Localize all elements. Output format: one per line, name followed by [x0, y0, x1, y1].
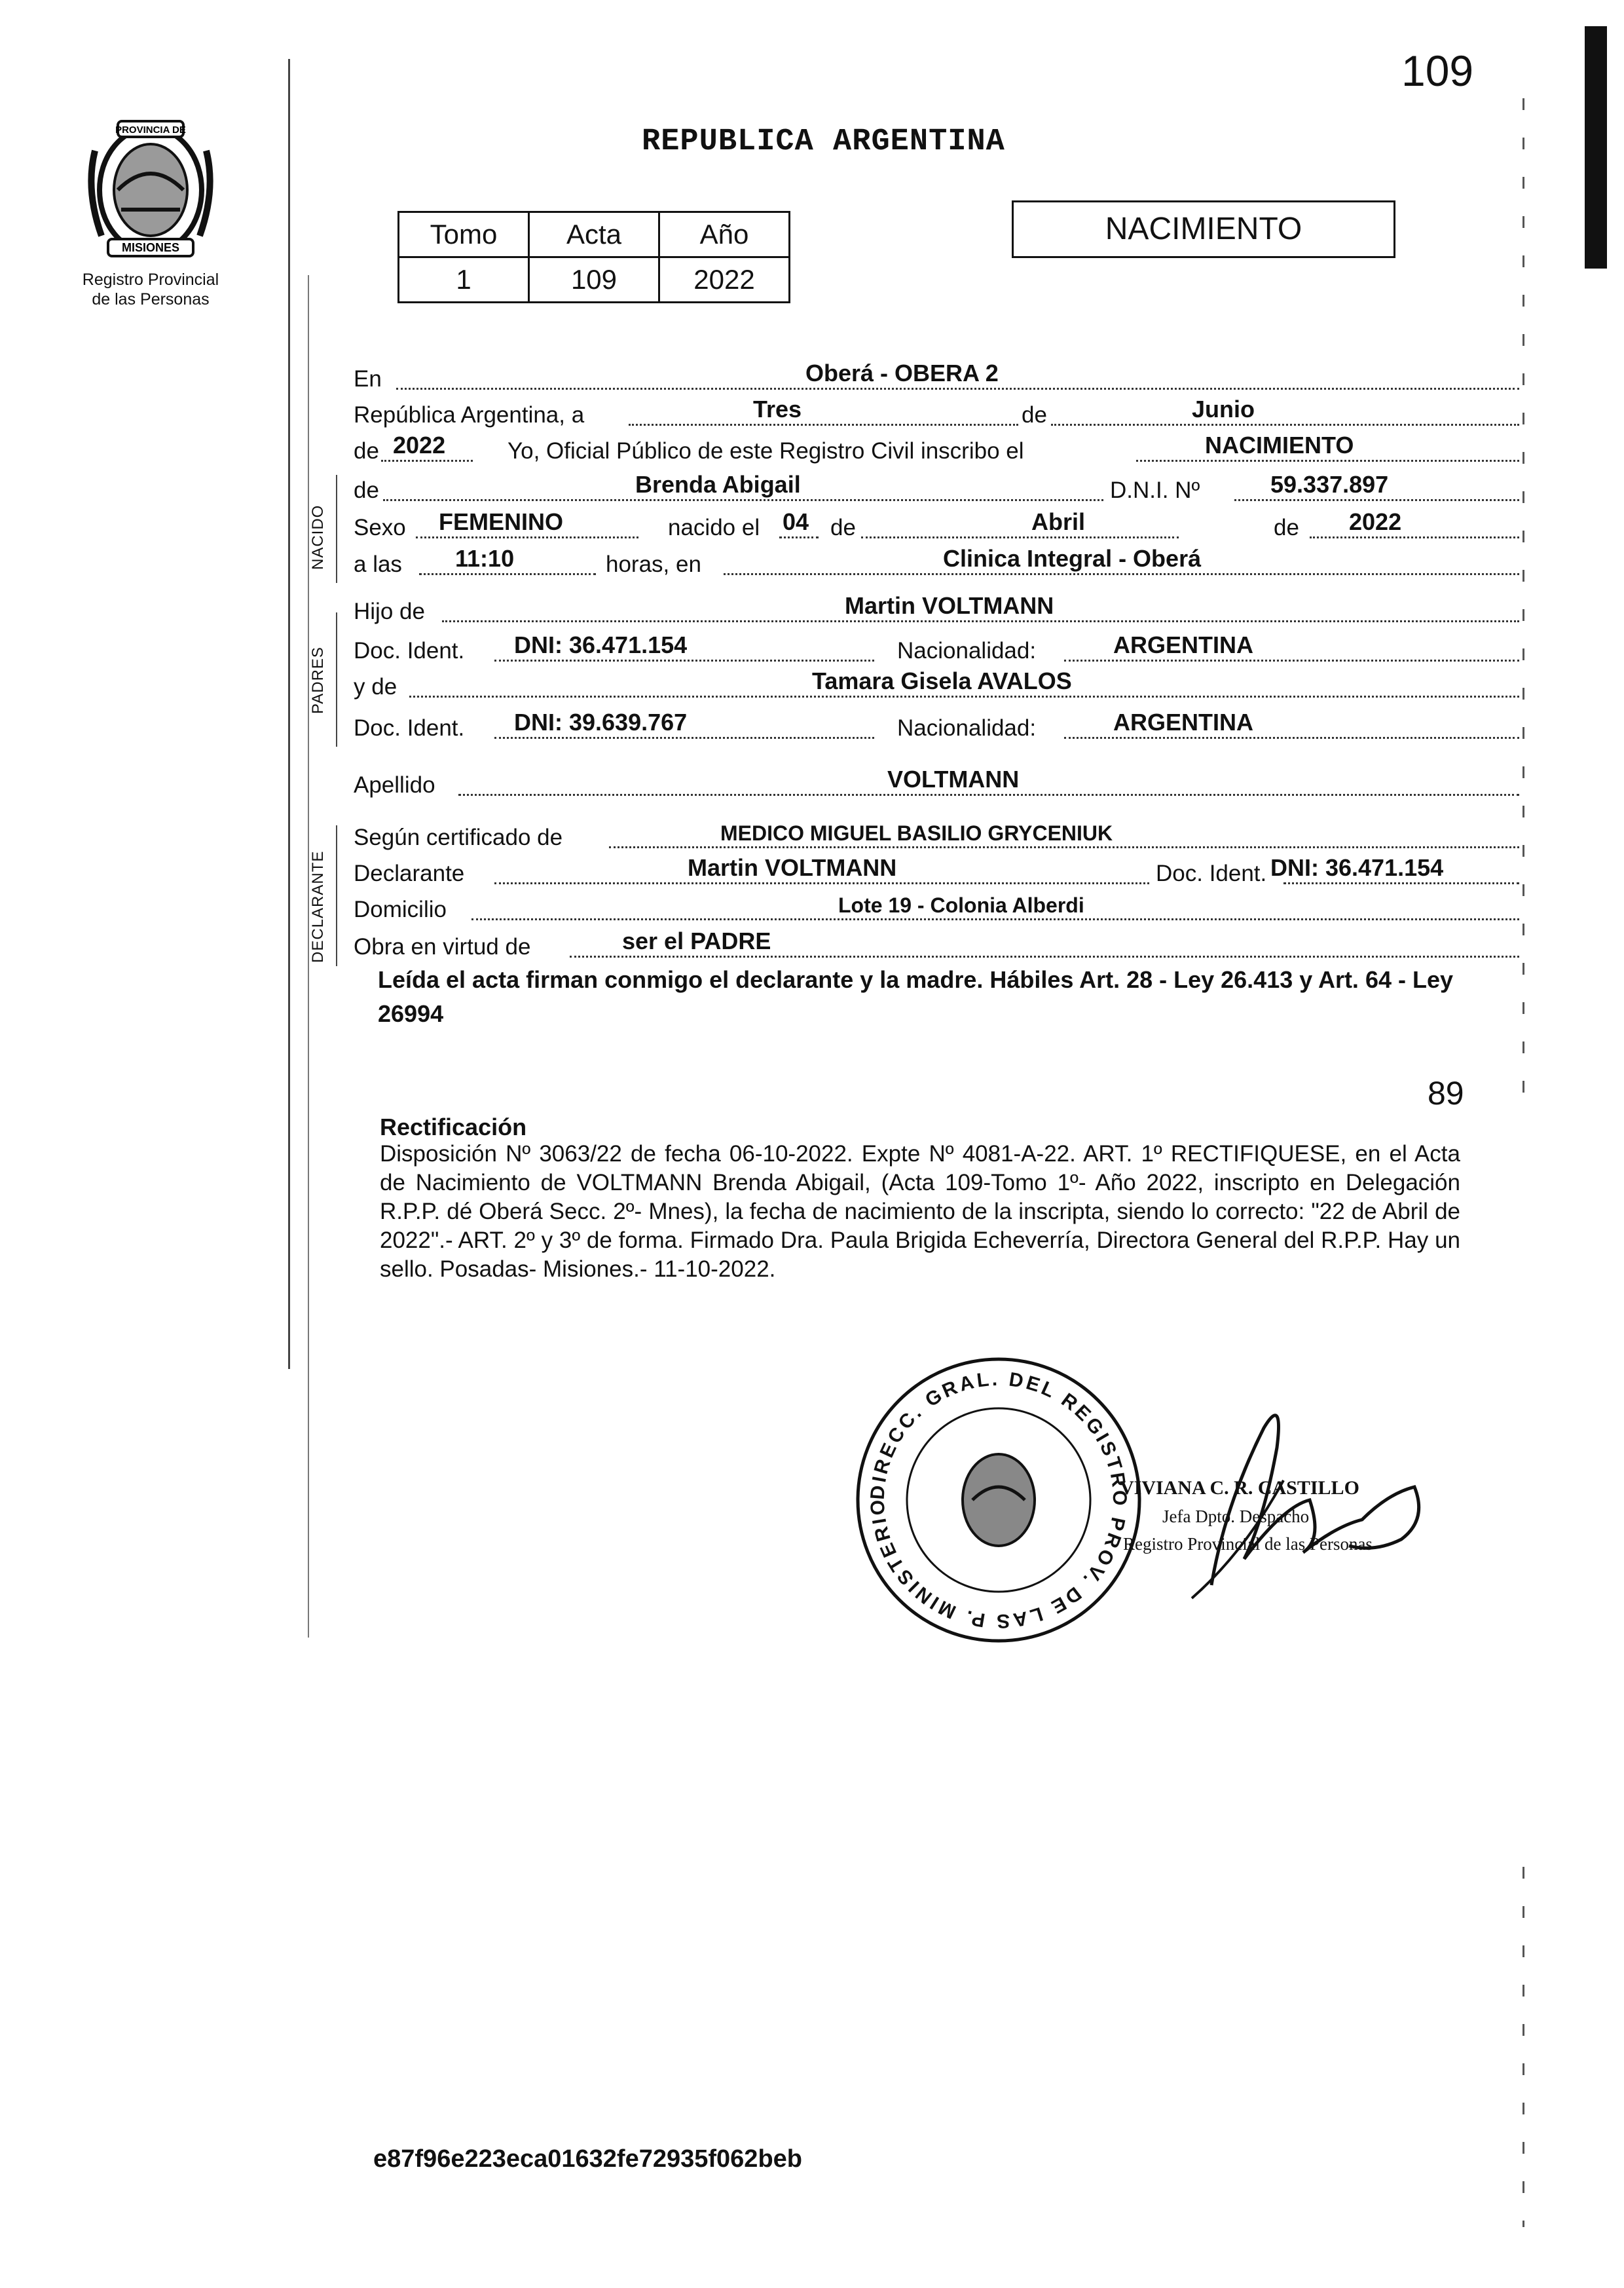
value-declarant: Martin VOLTMANN — [688, 854, 897, 881]
value-dni: 59.337.897 — [1270, 471, 1389, 498]
official-stamp — [845, 1346, 1153, 1654]
label-certificado: Según certificado de — [354, 825, 563, 850]
value-address: Lote 19 - Colonia Alberdi — [838, 893, 1084, 917]
value-father-nationality: ARGENTINA — [1113, 631, 1253, 658]
label-dni: D.N.I. Nº — [1110, 478, 1200, 503]
label-nacido: nacido el — [668, 515, 760, 540]
record-table — [397, 211, 790, 303]
line-birth — [354, 506, 1519, 545]
label-horas: horas, en — [606, 552, 701, 577]
margin-number: 89 — [1428, 1075, 1464, 1112]
label-hijo: Hijo de — [354, 599, 425, 624]
section-label-padres: PADRES — [309, 647, 327, 714]
label-doc-mother: Doc. Ident. — [354, 715, 465, 741]
value-birth-year: 2022 — [1349, 508, 1402, 535]
label-y-de: y de — [354, 674, 397, 700]
signature-name: VIVIANA C. R. CASTILLO — [1120, 1477, 1359, 1499]
right-margin-dashes — [1522, 98, 1524, 1114]
value-mother: Tamara Gisela AVALOS — [812, 667, 1072, 694]
line-declarant — [354, 852, 1519, 891]
nacido-bracket — [336, 475, 337, 583]
page-number: 109 — [1401, 47, 1474, 95]
label-nac-father: Nacionalidad: — [897, 638, 1037, 664]
header-acta: Acta — [529, 212, 659, 257]
line-mother — [354, 665, 1519, 704]
rectification-title: Rectificación — [380, 1114, 527, 1140]
value-time: 11:10 — [455, 545, 515, 572]
line-surname — [354, 763, 1519, 802]
line-address — [354, 888, 1519, 927]
rectification-body: Disposición Nº 3063/22 de fecha 06-10-2022. Expte Nº 4081-A-22. ART. 1º RECTIFIQUESE, en el Acta de Nacimiento de VOLTMANN Brenda Abigail, (Acta 109-Tomo 1º- Año 2022, inscripto en Delegación R.P.P. dé Oberá Secc. 2º- Mnes), la fecha de nacimiento de la inscripta, siendo lo correcto: "22 de Abril de 2022".- ART. 2º y 3º de forma. Firmado Dra. Paula Brigida Echeverría, Directora General del R.P.P. Hay un sello. Posadas- Misiones.- 11-10-2022. — [380, 1141, 1460, 1282]
section-label-declarante: DECLARANTE — [309, 850, 327, 963]
padres-bracket — [336, 612, 337, 747]
province-seal-logo — [72, 111, 229, 282]
signature-role: Jefa Dpto. Despacho — [1162, 1507, 1310, 1526]
label-obra: Obra en virtud de — [354, 934, 531, 960]
label-declarante: Declarante — [354, 861, 465, 886]
label-de3: de — [354, 478, 379, 503]
label-doc-declarant: Doc. Ident. — [1156, 861, 1267, 886]
label-nac-mother: Nacionalidad: — [897, 715, 1037, 741]
label-apellido: Apellido — [354, 772, 435, 798]
declarante-bracket — [336, 825, 337, 966]
label-yo: Yo, Oficial Público de este Registro Civil inscribo el — [507, 438, 1024, 464]
line-name — [354, 468, 1519, 508]
closing-note: Leída el acta firman conmigo el declarante y la madre. Hábiles Art. 28 - Ley 26.413 y Art. 64 - Ley 26994 — [378, 966, 1454, 1027]
value-name: Brenda Abigail — [635, 471, 801, 498]
value-mother-doc: DNI: 39.639.767 — [514, 709, 688, 736]
value-anio: 2022 — [659, 257, 790, 303]
value-certificate: MEDICO MIGUEL BASILIO GRYCENIUK — [720, 821, 1113, 845]
registry-name: Registro Provincial de las Personas — [82, 271, 219, 309]
record-type-box: NACIMIENTO — [1012, 200, 1395, 258]
section-label-nacido: NACIDO — [309, 504, 327, 570]
value-place-registry: Oberá - OBERA 2 — [805, 360, 999, 386]
value-mother-nationality: ARGENTINA — [1113, 709, 1253, 736]
document-hash: e87f96e223eca01632fe72935f062beb — [373, 2145, 802, 2173]
value-birth-month: Abril — [1031, 508, 1086, 535]
scan-edge-bar — [1585, 26, 1607, 269]
value-surname: VOLTMANN — [887, 766, 1020, 793]
label-de5: de — [1274, 515, 1299, 540]
value-birth-place: Clinica Integral - Oberá — [943, 545, 1202, 572]
left-margin-line — [288, 59, 290, 1369]
line-father-doc — [354, 629, 1519, 668]
value-sexo: FEMENINO — [439, 508, 564, 535]
label-a-las: a las — [354, 552, 402, 577]
svg-text:DIRECC. GRAL. DEL REGISTRO PRO: DIRECC. GRAL. DEL REGISTRO PROV. DE LAS P. MINISTERIO — [866, 1368, 1131, 1632]
value-capacity: ser el PADRE — [622, 928, 771, 954]
line-time — [354, 542, 1519, 582]
header-anio: Año — [659, 212, 790, 257]
label-de2: de — [354, 438, 379, 464]
label-de4: de — [830, 515, 856, 540]
value-declarant-doc: DNI: 36.471.154 — [1270, 854, 1444, 881]
value-year: 2022 — [393, 432, 446, 459]
value-act-type: NACIMIENTO — [1205, 432, 1354, 459]
value-father-doc: DNI: 36.471.154 — [514, 631, 688, 658]
value-month: Junio — [1192, 396, 1255, 422]
label-doc-father: Doc. Ident. — [354, 638, 465, 664]
line-date — [354, 393, 1519, 432]
line-capacity — [354, 925, 1519, 964]
label-en: En — [354, 366, 382, 392]
right-margin-dashes-bottom — [1522, 1867, 1524, 2227]
line-mother-doc — [354, 706, 1519, 745]
signature-block — [1113, 1389, 1467, 1605]
value-day: Tres — [753, 396, 802, 422]
value-acta: 109 — [529, 257, 659, 303]
signature-org: Registro Provincial de las Personas — [1123, 1534, 1373, 1554]
label-domicilio: Domicilio — [354, 897, 447, 922]
line-certificate — [354, 816, 1519, 855]
value-birth-day: 04 — [783, 508, 809, 535]
document-title: REPUBLICA ARGENTINA — [642, 124, 1005, 159]
svg-text:PROVINCIA DE: PROVINCIA DE — [115, 124, 186, 136]
value-tomo: 1 — [399, 257, 529, 303]
header-tomo: Tomo — [399, 212, 529, 257]
label-republica: República Argentina, a — [354, 402, 585, 428]
svg-text:MISIONES: MISIONES — [121, 241, 180, 254]
label-de: de — [1022, 402, 1047, 428]
label-sexo: Sexo — [354, 515, 406, 540]
value-father: Martin VOLTMANN — [845, 592, 1054, 619]
line-year — [354, 429, 1519, 468]
line-father — [354, 590, 1519, 629]
line-en — [354, 357, 1519, 396]
